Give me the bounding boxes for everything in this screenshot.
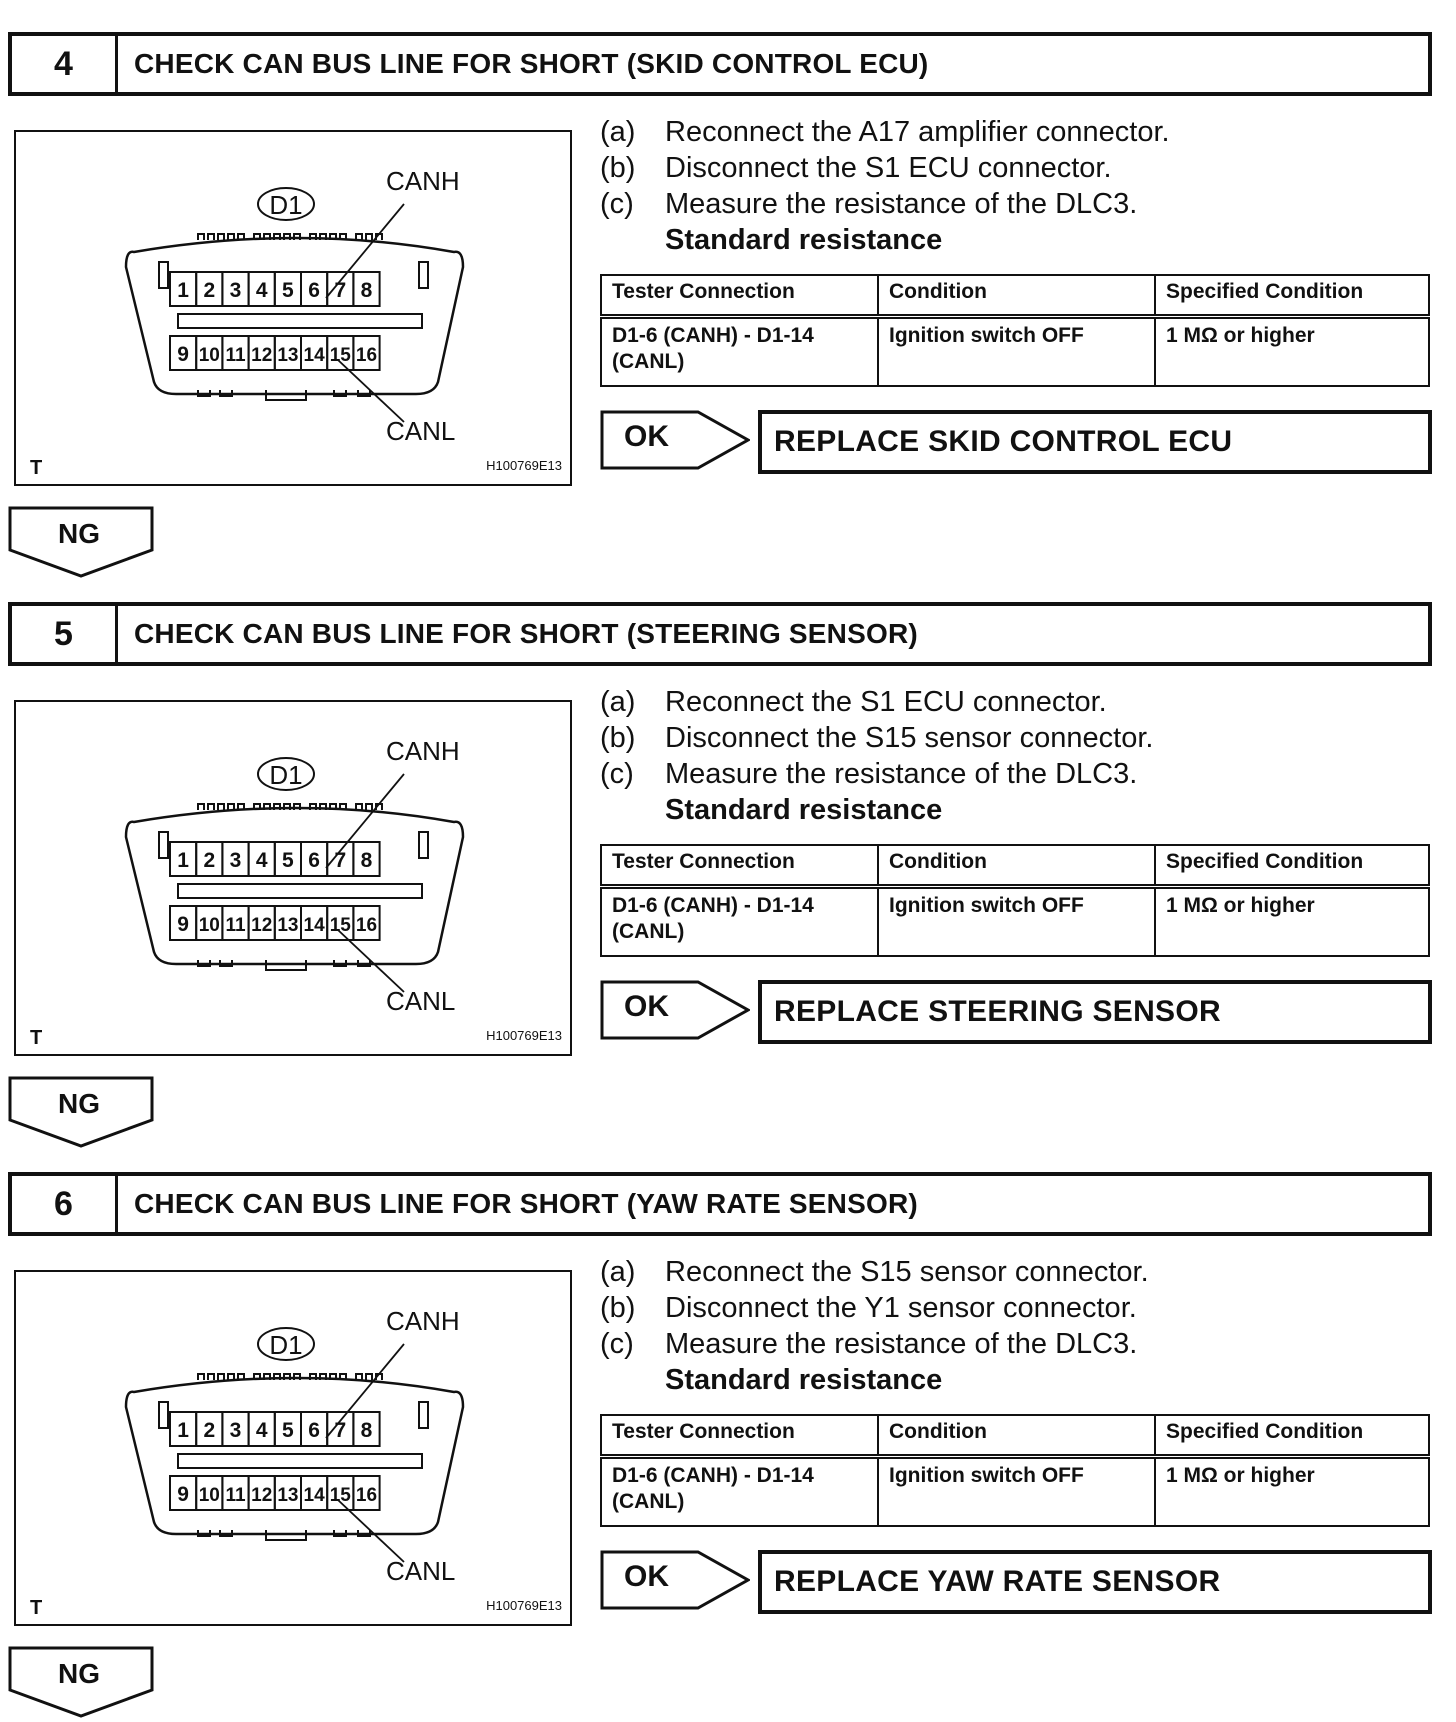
dlc3-connector-figure — [14, 130, 572, 486]
instruction-list — [600, 114, 1440, 258]
step-header — [8, 1172, 1432, 1236]
pin-number-2: 2 — [203, 279, 216, 302]
instruction-list — [600, 1254, 1440, 1398]
canl-label: CANL — [386, 416, 456, 446]
pin-number-1: 1 — [177, 849, 189, 872]
figure-code: H100769E13 — [486, 1028, 562, 1043]
pin-number-9: 9 — [177, 343, 189, 366]
pin-number-15: 15 — [329, 345, 351, 366]
instruction-label: (c) — [600, 188, 634, 220]
standard-resistance-heading: Standard resistance — [665, 1364, 943, 1396]
ok-label: OK — [624, 990, 669, 1023]
step-header — [8, 32, 1432, 96]
pin-number-15: 15 — [329, 1485, 351, 1506]
table-header-cell: Condition — [878, 1415, 1155, 1457]
pin-number-5: 5 — [282, 849, 294, 872]
pin-number-6: 6 — [308, 1419, 320, 1442]
dlc3-connector-diagram — [16, 132, 574, 488]
left-slot — [159, 1402, 168, 1428]
table-cell: Ignition switch OFF — [878, 317, 1155, 387]
instruction-a — [600, 684, 1440, 720]
connector-id-label: D1 — [269, 1330, 303, 1360]
ok-label: OK — [624, 1560, 669, 1593]
figure-code: H100769E13 — [486, 458, 562, 473]
instruction-list — [600, 684, 1440, 828]
inspection-step-5 — [0, 570, 1456, 1140]
instruction-b — [600, 150, 1440, 186]
bottom-pin-row — [170, 1476, 380, 1510]
instruction-text: Reconnect the S15 sensor connector. — [665, 1256, 1149, 1288]
ok-arrow-icon — [600, 410, 750, 470]
instruction-label: (b) — [600, 152, 636, 184]
instruction-text: Disconnect the S15 sensor connector. — [665, 722, 1154, 754]
pin-number-12: 12 — [251, 345, 273, 366]
pin-number-11: 11 — [225, 1485, 246, 1506]
canl-label: CANL — [386, 1556, 456, 1586]
instruction-label: (c) — [600, 1328, 634, 1360]
ok-result-box: REPLACE SKID CONTROL ECU — [758, 410, 1432, 474]
connector-id-label: D1 — [269, 190, 303, 220]
top-pin-row — [170, 1412, 380, 1446]
table-cell: 1 MΩ or higher — [1155, 887, 1429, 957]
table-header-row — [601, 275, 1429, 317]
pin-number-5: 5 — [282, 1419, 294, 1442]
bottom-pin-row — [170, 906, 380, 940]
pin-number-1: 1 — [177, 279, 189, 302]
instruction-c — [600, 756, 1440, 792]
top-pin-row — [170, 842, 380, 876]
instruction-label: (a) — [600, 116, 636, 148]
dlc3-connector-figure — [14, 700, 572, 1056]
right-slot — [419, 262, 428, 288]
pin-number-1: 1 — [177, 1419, 189, 1442]
pin-number-10: 10 — [198, 1485, 220, 1506]
pin-number-8: 8 — [360, 279, 373, 302]
pin-number-3: 3 — [229, 279, 242, 302]
pin-number-14: 14 — [303, 1485, 325, 1506]
pin-number-13: 13 — [277, 1485, 299, 1506]
ok-result-box: REPLACE YAW RATE SENSOR — [758, 1550, 1432, 1614]
instruction-a — [600, 1254, 1440, 1290]
bottom-pin-row — [170, 336, 380, 370]
figure-code: H100769E13 — [486, 1598, 562, 1613]
table-header-row — [601, 1415, 1429, 1457]
pin-number-11: 11 — [225, 915, 246, 936]
subheading-line — [600, 792, 1440, 828]
instruction-text: Disconnect the Y1 sensor connector. — [665, 1292, 1137, 1324]
right-slot — [419, 1402, 428, 1428]
pin-number-2: 2 — [203, 1419, 216, 1442]
pin-number-16: 16 — [355, 915, 378, 936]
step-number: 4 — [12, 36, 118, 92]
pin-number-14: 14 — [303, 345, 325, 366]
table-header-cell: Tester Connection — [601, 1415, 878, 1457]
figure-corner-label: T — [30, 1027, 43, 1049]
instruction-b — [600, 720, 1440, 756]
figure-corner-label: T — [30, 1597, 43, 1619]
canl-label: CANL — [386, 986, 456, 1016]
instruction-label: (b) — [600, 722, 636, 754]
pin-number-7: 7 — [334, 279, 347, 302]
pin-number-10: 10 — [198, 345, 220, 366]
dlc3-connector-figure — [14, 1270, 572, 1626]
ok-arrow-icon — [600, 980, 750, 1040]
instruction-text: Measure the resistance of the DLC3. — [665, 188, 1138, 220]
connector-center-bar — [178, 884, 422, 898]
pin-number-10: 10 — [198, 915, 220, 936]
table-header-cell: Tester Connection — [601, 275, 878, 317]
step-title: CHECK CAN BUS LINE FOR SHORT (SKID CONTROL ECU) — [134, 48, 929, 79]
left-slot — [159, 262, 168, 288]
right-slot — [419, 832, 428, 858]
table-row — [601, 1457, 1429, 1527]
instruction-label: (b) — [600, 1292, 636, 1324]
ng-label: NG — [58, 1088, 100, 1119]
pin-number-4: 4 — [255, 279, 268, 302]
pin-number-7: 7 — [334, 849, 347, 872]
pin-number-16: 16 — [355, 345, 378, 366]
table-header-cell: Tester Connection — [601, 845, 878, 887]
figure-corner-label: T — [30, 457, 43, 479]
pin-number-9: 9 — [177, 913, 189, 936]
instruction-label: (c) — [600, 758, 634, 790]
step-title: CHECK CAN BUS LINE FOR SHORT (YAW RATE SENSOR) — [134, 1188, 918, 1219]
pin-number-12: 12 — [251, 1485, 273, 1506]
table-header-row — [601, 845, 1429, 887]
pin-number-7: 7 — [334, 1419, 347, 1442]
pin-number-3: 3 — [229, 849, 242, 872]
instruction-text: Measure the resistance of the DLC3. — [665, 758, 1138, 790]
resistance-spec-table — [600, 274, 1430, 387]
pin-number-4: 4 — [255, 849, 268, 872]
ng-label: NG — [58, 518, 100, 549]
table-header-cell: Condition — [878, 275, 1155, 317]
step-title: CHECK CAN BUS LINE FOR SHORT (STEERING SENSOR) — [134, 618, 918, 649]
table-row — [601, 317, 1429, 387]
canh-label: CANH — [386, 166, 460, 196]
table-cell: 1 MΩ or higher — [1155, 317, 1429, 387]
instruction-b — [600, 1290, 1440, 1326]
pin-number-4: 4 — [255, 1419, 268, 1442]
instruction-c — [600, 186, 1440, 222]
instruction-text: Reconnect the A17 amplifier connector. — [665, 116, 1170, 148]
pin-number-16: 16 — [355, 1485, 378, 1506]
pin-number-3: 3 — [229, 1419, 242, 1442]
pin-number-8: 8 — [360, 1419, 373, 1442]
pin-number-14: 14 — [303, 915, 325, 936]
connector-id-label: D1 — [269, 760, 303, 790]
instruction-a — [600, 114, 1440, 150]
pin-number-9: 9 — [177, 1483, 189, 1506]
connector-center-bar — [178, 1454, 422, 1468]
instruction-label: (a) — [600, 1256, 636, 1288]
inspection-step-4 — [0, 0, 1456, 570]
table-header-cell: Specified Condition — [1155, 1415, 1429, 1457]
pin-number-6: 6 — [308, 279, 320, 302]
pin-number-6: 6 — [308, 849, 320, 872]
pin-number-13: 13 — [277, 345, 299, 366]
pin-number-11: 11 — [225, 345, 246, 366]
pin-number-13: 13 — [277, 915, 299, 936]
ok-arrow-icon — [600, 1550, 750, 1610]
instruction-text: Disconnect the S1 ECU connector. — [665, 152, 1112, 184]
table-cell: D1-6 (CANH) - D1-14 (CANL) — [601, 317, 878, 387]
step-number: 6 — [12, 1176, 118, 1232]
step-header — [8, 602, 1432, 666]
instruction-label: (a) — [600, 686, 636, 718]
canh-label: CANH — [386, 1306, 460, 1336]
inspection-step-6 — [0, 1140, 1456, 1710]
table-header-cell: Condition — [878, 845, 1155, 887]
standard-resistance-heading: Standard resistance — [665, 224, 943, 256]
left-slot — [159, 832, 168, 858]
connector-center-bar — [178, 314, 422, 328]
pin-number-12: 12 — [251, 915, 273, 936]
instruction-c — [600, 1326, 1440, 1362]
table-row — [601, 887, 1429, 957]
table-cell: 1 MΩ or higher — [1155, 1457, 1429, 1527]
resistance-spec-table — [600, 1414, 1430, 1527]
dlc3-connector-diagram — [16, 702, 574, 1058]
canh-label: CANH — [386, 736, 460, 766]
subheading-line — [600, 222, 1440, 258]
ok-label: OK — [624, 420, 669, 453]
pin-number-8: 8 — [360, 849, 373, 872]
ok-result-box: REPLACE STEERING SENSOR — [758, 980, 1432, 1044]
resistance-spec-table — [600, 844, 1430, 957]
subheading-line — [600, 1362, 1440, 1398]
pin-number-2: 2 — [203, 849, 216, 872]
step-number: 5 — [12, 606, 118, 662]
top-pin-row — [170, 272, 380, 306]
table-header-cell: Specified Condition — [1155, 275, 1429, 317]
dlc3-connector-diagram — [16, 1272, 574, 1628]
table-cell: Ignition switch OFF — [878, 887, 1155, 957]
pin-number-5: 5 — [282, 279, 294, 302]
instruction-text: Reconnect the S1 ECU connector. — [665, 686, 1107, 718]
standard-resistance-heading: Standard resistance — [665, 794, 943, 826]
pin-number-15: 15 — [329, 915, 351, 936]
table-header-cell: Specified Condition — [1155, 845, 1429, 887]
table-cell: D1-6 (CANH) - D1-14 (CANL) — [601, 1457, 878, 1527]
table-cell: Ignition switch OFF — [878, 1457, 1155, 1527]
ng-label: NG — [58, 1658, 100, 1689]
table-cell: D1-6 (CANH) - D1-14 (CANL) — [601, 887, 878, 957]
instruction-text: Measure the resistance of the DLC3. — [665, 1328, 1138, 1360]
